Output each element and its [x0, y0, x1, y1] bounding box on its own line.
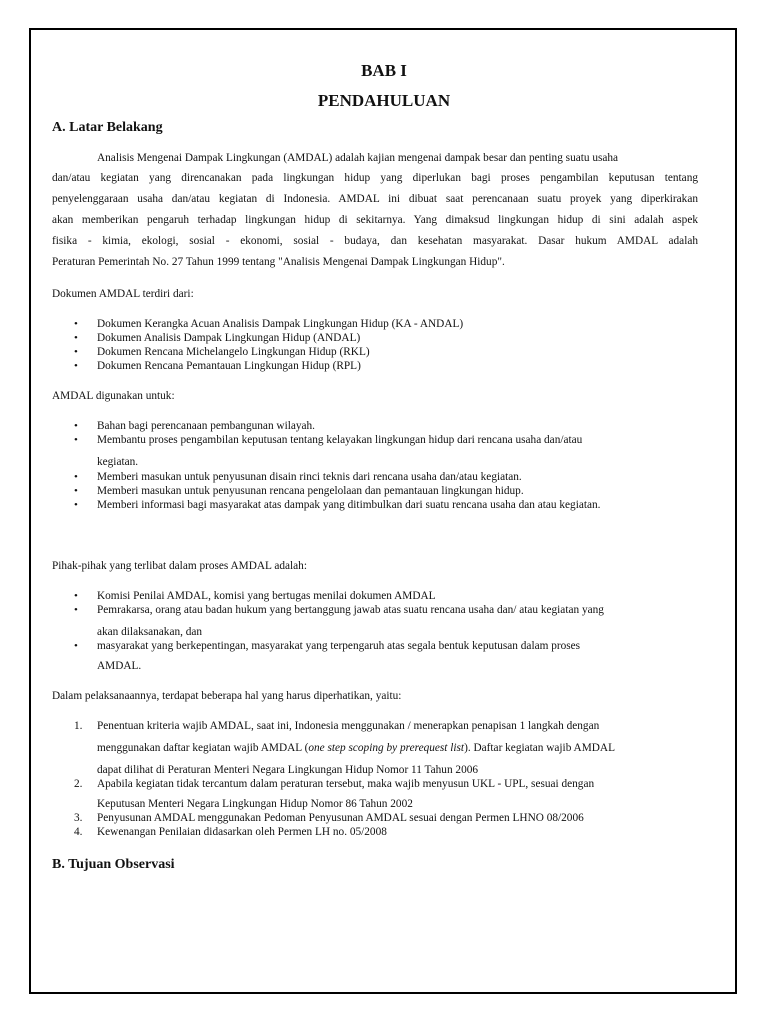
list-item-continuation: kegiatan.: [97, 456, 139, 468]
list-item: Memberi masukan untuk penyusunan rencana pengelolaan dan pemantauan lingkungan hidup.: [97, 485, 524, 497]
list-item: Memberi masukan untuk penyusunan disain rinci teknis dari rencana usaha dan/atau kegiatan.: [97, 471, 522, 483]
list-item: Dokumen Rencana Michelangelo Lingkungan Hidup (RKL): [97, 346, 370, 358]
bullet-icon: •: [74, 318, 78, 330]
list-item: Membantu proses pengambilan keputusan tentang kelayakan lingkungan hidup dari rencana usaha dan/atau: [97, 434, 583, 446]
list-item: Komisi Penilai AMDAL, komisi yang bertugas menilai dokumen AMDAL: [97, 590, 436, 602]
numbered-item: Penentuan kriteria wajib AMDAL, saat ini, Indonesia menggunakan / menerapkan penapisan 1 langkah dengan: [97, 720, 600, 732]
numbered-item-continuation: [97, 742, 615, 754]
bullet-icon: •: [74, 332, 78, 344]
bullet-icon: •: [74, 434, 78, 446]
text-run: menggunakan daftar kegiatan wajib AMDAL (: [97, 742, 309, 754]
paragraph-line-2: dan/atau kegiatan yang direncanakan pada lingkungan hidup yang diperlukan bagi proses pengambilan keputusan tentang: [52, 172, 698, 184]
bullet-icon: •: [74, 590, 78, 602]
list-item: Bahan bagi perencanaan pembangunan wilayah.: [97, 420, 316, 432]
numbered-item: Apabila kegiatan tidak tercantum dalam peraturan tersebut, maka wajib menyusun UKL - UPL, sesuai dengan: [97, 778, 595, 790]
list-item-continuation: akan dilaksanakan, dan: [97, 626, 203, 638]
list-item: Memberi informasi bagi masyarakat atas dampak yang ditimbulkan dari suatu rencana usaha dan atau kegiatan.: [97, 499, 601, 511]
paragraph-line-3: penyelenggaraan usaha dan/atau kegiatan di Indonesia. AMDAL ini dibuat saat perencanaan suatu proyek yang diperkirakan: [52, 193, 698, 205]
pelaksanaan-intro: Dalam pelaksanaannya, terdapat beberapa hal yang harus diperhatikan, yaitu:: [52, 690, 402, 702]
bullet-icon: •: [74, 604, 78, 616]
section-a-heading: A. Latar Belakang: [52, 120, 163, 135]
list-item-continuation: AMDAL.: [97, 660, 142, 672]
numbered-item: Penyusunan AMDAL menggunakan Pedoman Penyusunan AMDAL sesuai dengan Permen LHNO 08/2006: [97, 812, 584, 824]
list-number: 1.: [74, 720, 83, 732]
text-run: ). Daftar kegiatan wajib AMDAL: [464, 742, 615, 754]
list-number: 4.: [74, 826, 83, 838]
section-b-heading: B. Tujuan Observasi: [52, 857, 175, 872]
numbered-item-continuation: Keputusan Menteri Negara Lingkungan Hidup Nomor 86 Tahun 2002: [97, 798, 413, 810]
paragraph-line-4: akan memberikan pengaruh terhadap lingkungan hidup di sekitarnya. Yang dimaksud lingkungan hidup di sini adalah aspek: [52, 214, 698, 226]
bullet-icon: •: [74, 499, 78, 511]
italic-text-run: one step scoping by prerequest list: [308, 742, 465, 754]
chapter-subtitle: PENDAHULUAN: [317, 91, 451, 110]
list-number: 2.: [74, 778, 83, 790]
bullet-icon: •: [74, 360, 78, 372]
list-item: masyarakat yang berkepentingan, masyarakat yang terpengaruh atas segala bentuk keputusan dalam proses: [97, 640, 581, 652]
list-number: 3.: [74, 812, 83, 824]
paragraph-line-1: Analisis Mengenai Dampak Lingkungan (AMDAL) adalah kajian mengenai dampak besar dan penting suatu usaha: [97, 152, 619, 164]
paragraph-line-6: Peraturan Pemerintah No. 27 Tahun 1999 tentang "Analisis Mengenai Dampak Lingkungan Hidup".: [52, 256, 505, 268]
bullet-icon: •: [74, 346, 78, 358]
bullet-icon: •: [74, 485, 78, 497]
bullet-icon: •: [74, 640, 78, 652]
dokumen-intro: Dokumen AMDAL terdiri dari:: [52, 288, 194, 300]
list-item: Dokumen Kerangka Acuan Analisis Dampak Lingkungan Hidup (KA - ANDAL): [97, 318, 464, 330]
bullet-icon: •: [74, 471, 78, 483]
list-item: Dokumen Rencana Pemantauan Lingkungan Hidup (RPL): [97, 360, 361, 372]
bullet-icon: •: [74, 420, 78, 432]
chapter-title: BAB I: [361, 61, 407, 80]
paragraph-line-5: fisika - kimia, ekologi, sosial - ekonomi, sosial - budaya, dan kesehatan masyarakat. Dasar hukum AMDAL adalah: [52, 235, 698, 247]
kegunaan-intro: AMDAL digunakan untuk:: [52, 390, 175, 402]
pihak-intro: Pihak-pihak yang terlibat dalam proses AMDAL adalah:: [52, 560, 307, 572]
list-item: Pemrakarsa, orang atau badan hukum yang bertanggung jawab atas suatu rencana usaha dan/ atau kegiatan yang: [97, 604, 604, 616]
numbered-item-continuation: dapat dilihat di Peraturan Menteri Negara Lingkungan Hidup Nomor 11 Tahun 2006: [97, 764, 479, 776]
numbered-item: Kewenangan Penilaian didasarkan oleh Permen LH no. 05/2008: [97, 826, 387, 838]
list-item: Dokumen Analisis Dampak Lingkungan Hidup (ANDAL): [97, 332, 361, 344]
